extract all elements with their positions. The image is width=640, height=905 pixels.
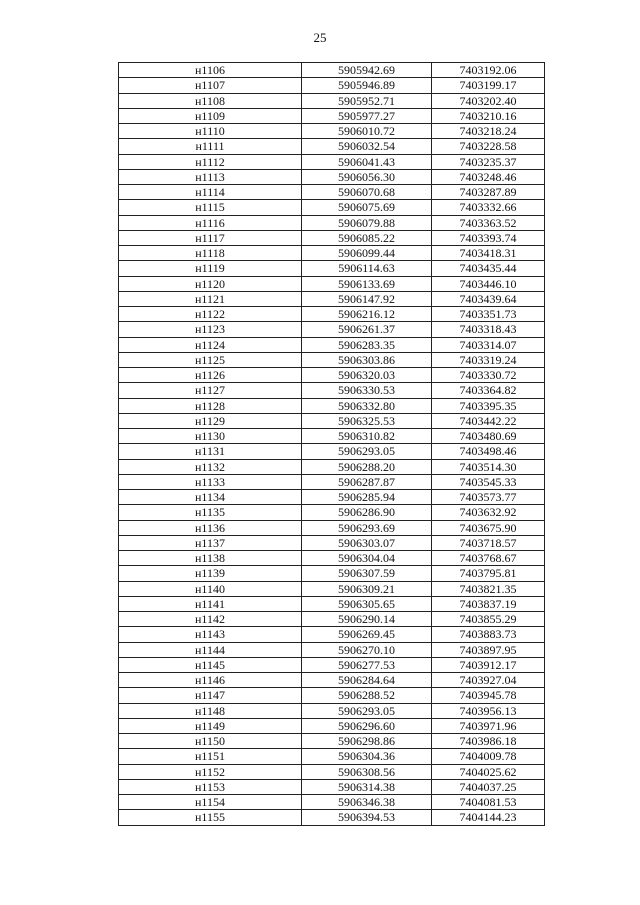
y-coordinate-cell: 7403442.22 [432,413,545,428]
point-id-cell: н1107 [119,78,302,93]
coordinates-table-body [119,63,545,826]
table-row [119,169,545,184]
point-id-cell: н1117 [119,230,302,245]
y-coordinate-cell: 7403192.06 [432,63,545,78]
y-coordinate-cell: 7403956.13 [432,703,545,718]
y-coordinate-cell: 7403971.96 [432,718,545,733]
x-coordinate-cell: 5906320.03 [302,368,432,383]
point-id-cell: н1152 [119,764,302,779]
table-row [119,276,545,291]
table-row [119,688,545,703]
y-coordinate-cell: 7403351.73 [432,307,545,322]
y-coordinate-cell: 7403945.78 [432,688,545,703]
x-coordinate-cell: 5906293.05 [302,703,432,718]
coordinates-table [118,62,545,826]
point-id-cell: н1130 [119,429,302,444]
table-row [119,810,545,825]
x-coordinate-cell: 5906287.87 [302,474,432,489]
y-coordinate-cell: 7403218.24 [432,124,545,139]
table-row [119,612,545,627]
table-row [119,78,545,93]
x-coordinate-cell: 5906307.59 [302,566,432,581]
point-id-cell: н1122 [119,307,302,322]
x-coordinate-cell: 5906056.30 [302,169,432,184]
x-coordinate-cell: 5906303.07 [302,535,432,550]
table-row [119,795,545,810]
x-coordinate-cell: 5906085.22 [302,230,432,245]
point-id-cell: н1106 [119,63,302,78]
table-row [119,124,545,139]
point-id-cell: н1115 [119,200,302,215]
table-row [119,505,545,520]
x-coordinate-cell: 5906304.36 [302,749,432,764]
x-coordinate-cell: 5906285.94 [302,490,432,505]
point-id-cell: н1151 [119,749,302,764]
point-id-cell: н1108 [119,93,302,108]
point-id-cell: н1136 [119,520,302,535]
x-coordinate-cell: 5906309.21 [302,581,432,596]
y-coordinate-cell: 7403228.58 [432,139,545,154]
x-coordinate-cell: 5906346.38 [302,795,432,810]
table-row [119,63,545,78]
x-coordinate-cell: 5906070.68 [302,185,432,200]
point-id-cell: н1144 [119,642,302,657]
table-row [119,779,545,794]
table-row [119,200,545,215]
y-coordinate-cell: 7403393.74 [432,230,545,245]
x-coordinate-cell: 5906330.53 [302,383,432,398]
y-coordinate-cell: 7403883.73 [432,627,545,642]
x-coordinate-cell: 5906133.69 [302,276,432,291]
x-coordinate-cell: 5906303.86 [302,352,432,367]
table-row [119,657,545,672]
y-coordinate-cell: 7404009.78 [432,749,545,764]
y-coordinate-cell: 7403364.82 [432,383,545,398]
table-row [119,581,545,596]
x-coordinate-cell: 5906293.05 [302,444,432,459]
x-coordinate-cell: 5906308.56 [302,764,432,779]
y-coordinate-cell: 7403897.95 [432,642,545,657]
x-coordinate-cell: 5906283.35 [302,337,432,352]
y-coordinate-cell: 7403446.10 [432,276,545,291]
point-id-cell: н1119 [119,261,302,276]
x-coordinate-cell: 5906296.60 [302,718,432,733]
table-row [119,596,545,611]
table-row [119,337,545,352]
y-coordinate-cell: 7403545.33 [432,474,545,489]
x-coordinate-cell: 5906314.38 [302,779,432,794]
point-id-cell: н1153 [119,779,302,794]
y-coordinate-cell: 7403768.67 [432,551,545,566]
table-row [119,703,545,718]
point-id-cell: н1155 [119,810,302,825]
point-id-cell: н1123 [119,322,302,337]
table-row [119,474,545,489]
y-coordinate-cell: 7403202.40 [432,93,545,108]
table-row [119,749,545,764]
point-id-cell: н1137 [119,535,302,550]
point-id-cell: н1120 [119,276,302,291]
y-coordinate-cell: 7403435.44 [432,261,545,276]
table-row [119,566,545,581]
table-row [119,383,545,398]
x-coordinate-cell: 5906261.37 [302,322,432,337]
x-coordinate-cell: 5906288.52 [302,688,432,703]
table-row [119,444,545,459]
y-coordinate-cell: 7403632.92 [432,505,545,520]
table-row [119,734,545,749]
table-row [119,535,545,550]
x-coordinate-cell: 5906293.69 [302,520,432,535]
x-coordinate-cell: 5906290.14 [302,612,432,627]
x-coordinate-cell: 5906288.20 [302,459,432,474]
table-row [119,261,545,276]
point-id-cell: н1134 [119,490,302,505]
point-id-cell: н1116 [119,215,302,230]
table-row [119,398,545,413]
table-row [119,413,545,428]
x-coordinate-cell: 5906298.86 [302,734,432,749]
table-row [119,352,545,367]
x-coordinate-cell: 5906216.12 [302,307,432,322]
table-row [119,215,545,230]
x-coordinate-cell: 5905952.71 [302,93,432,108]
y-coordinate-cell: 7403675.90 [432,520,545,535]
x-coordinate-cell: 5906147.92 [302,291,432,306]
table-row [119,642,545,657]
y-coordinate-cell: 7403837.19 [432,596,545,611]
x-coordinate-cell: 5906310.82 [302,429,432,444]
y-coordinate-cell: 7403199.17 [432,78,545,93]
y-coordinate-cell: 7403330.72 [432,368,545,383]
point-id-cell: н1124 [119,337,302,352]
table-row [119,718,545,733]
table-row [119,520,545,535]
y-coordinate-cell: 7403332.66 [432,200,545,215]
x-coordinate-cell: 5906304.04 [302,551,432,566]
x-coordinate-cell: 5906114.63 [302,261,432,276]
point-id-cell: н1109 [119,108,302,123]
y-coordinate-cell: 7403314.07 [432,337,545,352]
y-coordinate-cell: 7403439.64 [432,291,545,306]
point-id-cell: н1118 [119,246,302,261]
x-coordinate-cell: 5906270.10 [302,642,432,657]
point-id-cell: н1111 [119,139,302,154]
x-coordinate-cell: 5906277.53 [302,657,432,672]
table-row [119,154,545,169]
y-coordinate-cell: 7403927.04 [432,673,545,688]
y-coordinate-cell: 7403855.29 [432,612,545,627]
table-row [119,185,545,200]
table-row [119,108,545,123]
point-id-cell: н1113 [119,169,302,184]
point-id-cell: н1147 [119,688,302,703]
y-coordinate-cell: 7404144.23 [432,810,545,825]
x-coordinate-cell: 5905946.89 [302,78,432,93]
y-coordinate-cell: 7403395.35 [432,398,545,413]
x-coordinate-cell: 5906332.80 [302,398,432,413]
y-coordinate-cell: 7403573.77 [432,490,545,505]
point-id-cell: н1131 [119,444,302,459]
table-row [119,764,545,779]
table-row [119,291,545,306]
x-coordinate-cell: 5906010.72 [302,124,432,139]
table-row [119,459,545,474]
point-id-cell: н1138 [119,551,302,566]
y-coordinate-cell: 7403418.31 [432,246,545,261]
point-id-cell: н1139 [119,566,302,581]
point-id-cell: н1149 [119,718,302,733]
point-id-cell: н1140 [119,581,302,596]
table-row [119,429,545,444]
y-coordinate-cell: 7403235.37 [432,154,545,169]
point-id-cell: н1148 [119,703,302,718]
point-id-cell: н1150 [119,734,302,749]
y-coordinate-cell: 7403210.16 [432,108,545,123]
table-row [119,307,545,322]
x-coordinate-cell: 5906305.65 [302,596,432,611]
y-coordinate-cell: 7403319.24 [432,352,545,367]
point-id-cell: н1128 [119,398,302,413]
x-coordinate-cell: 5906269.45 [302,627,432,642]
table-row [119,246,545,261]
y-coordinate-cell: 7403318.43 [432,322,545,337]
table-row [119,673,545,688]
x-coordinate-cell: 5906075.69 [302,200,432,215]
table-row [119,93,545,108]
x-coordinate-cell: 5906099.44 [302,246,432,261]
point-id-cell: н1129 [119,413,302,428]
y-coordinate-cell: 7403795.81 [432,566,545,581]
table-row [119,139,545,154]
point-id-cell: н1127 [119,383,302,398]
y-coordinate-cell: 7403986.18 [432,734,545,749]
point-id-cell: н1146 [119,673,302,688]
point-id-cell: н1154 [119,795,302,810]
table-row [119,368,545,383]
table-row [119,551,545,566]
point-id-cell: н1142 [119,612,302,627]
point-id-cell: н1141 [119,596,302,611]
y-coordinate-cell: 7403718.57 [432,535,545,550]
x-coordinate-cell: 5906032.54 [302,139,432,154]
x-coordinate-cell: 5906041.43 [302,154,432,169]
y-coordinate-cell: 7403287.89 [432,185,545,200]
y-coordinate-cell: 7404037.25 [432,779,545,794]
point-id-cell: н1135 [119,505,302,520]
x-coordinate-cell: 5906394.53 [302,810,432,825]
y-coordinate-cell: 7403912.17 [432,657,545,672]
y-coordinate-cell: 7403248.46 [432,169,545,184]
y-coordinate-cell: 7403363.52 [432,215,545,230]
point-id-cell: н1143 [119,627,302,642]
x-coordinate-cell: 5906079.88 [302,215,432,230]
point-id-cell: н1145 [119,657,302,672]
y-coordinate-cell: 7404081.53 [432,795,545,810]
point-id-cell: н1125 [119,352,302,367]
point-id-cell: н1112 [119,154,302,169]
point-id-cell: н1114 [119,185,302,200]
x-coordinate-cell: 5906284.64 [302,673,432,688]
point-id-cell: н1133 [119,474,302,489]
table-row [119,230,545,245]
table-row [119,322,545,337]
table-row [119,627,545,642]
y-coordinate-cell: 7404025.62 [432,764,545,779]
y-coordinate-cell: 7403514.30 [432,459,545,474]
x-coordinate-cell: 5905942.69 [302,63,432,78]
x-coordinate-cell: 5906325.53 [302,413,432,428]
point-id-cell: н1132 [119,459,302,474]
page-number: 25 [313,30,327,45]
table-row [119,490,545,505]
y-coordinate-cell: 7403480.69 [432,429,545,444]
point-id-cell: н1126 [119,368,302,383]
y-coordinate-cell: 7403498.46 [432,444,545,459]
x-coordinate-cell: 5905977.27 [302,108,432,123]
y-coordinate-cell: 7403821.35 [432,581,545,596]
x-coordinate-cell: 5906286.90 [302,505,432,520]
point-id-cell: н1121 [119,291,302,306]
point-id-cell: н1110 [119,124,302,139]
